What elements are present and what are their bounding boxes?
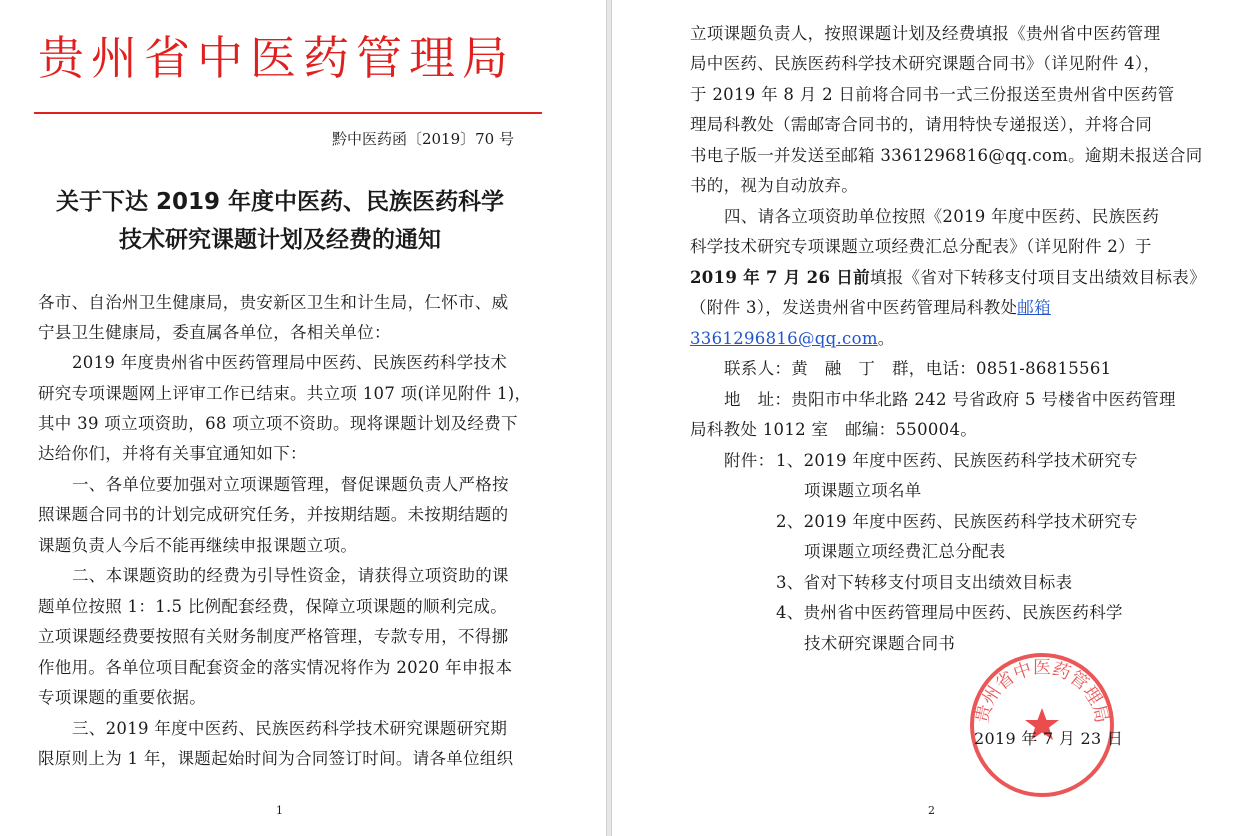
body-line: 四、请各立项资助单位按照《2019 年度中医药、民族医药 bbox=[724, 207, 1160, 226]
email-line bbox=[690, 325, 895, 349]
attachments-label: 附件： bbox=[724, 451, 775, 470]
deadline-date: 2019 年 7 月 26 日前 bbox=[690, 268, 870, 287]
address-line: 地 址：贵阳市中华北路 242 号省政府 5 号楼省中医药管理 bbox=[724, 390, 1176, 409]
masthead-divider bbox=[34, 112, 542, 114]
attachment-item: 项课题立项经费汇总分配表 bbox=[804, 542, 1006, 561]
body-line: 三、2019 年度中医药、民族医药科学技术研究课题研究期 bbox=[72, 719, 508, 738]
email-link[interactable]: 3361296816@qq.com bbox=[690, 329, 878, 348]
body-line: 达给你们，并将有关事宜通知如下： bbox=[38, 444, 307, 463]
page-number: 2 bbox=[928, 804, 935, 817]
notice-title-line2: 技术研究课题计划及经费的通知 bbox=[119, 227, 441, 253]
body-line: 题单位按照 1：1.5 比例配套经费，保障立项课题的顺利完成。 bbox=[38, 597, 508, 616]
body-line: 科学技术研究专项课题立项经费汇总分配表》（详见附件 2）于 bbox=[690, 237, 1152, 256]
seal-text: 贵州省中医药管理局 bbox=[971, 657, 1113, 726]
body-line: 书电子版一并发送至邮箱 3361296816@qq.com。逾期未报送合同 bbox=[690, 146, 1203, 165]
official-seal-icon bbox=[967, 650, 1117, 800]
body-line: 2019 年度贵州省中医药管理局中医药、民族医药科学技术 bbox=[72, 353, 508, 372]
attachment-item: 3、省对下转移支付项目支出绩效目标表 bbox=[776, 573, 1073, 592]
masthead-title: 贵州省中医药管理局 bbox=[38, 31, 515, 85]
notice-title-line1: 关于下达 2019 年度中医药、民族医药科学 bbox=[55, 189, 505, 215]
body-line: 专项课题的重要依据。 bbox=[38, 688, 206, 707]
body-text: （附件 3），发送贵州省中医药管理局科教处 bbox=[690, 298, 1018, 317]
email-end: 。 bbox=[877, 329, 895, 348]
body-line: 作他用。各单位项目配套资金的落实情况将作为 2020 年申报本 bbox=[38, 658, 513, 677]
body-line: 二、本课题资助的经费为引导性资金，请获得立项资助的课 bbox=[72, 566, 509, 585]
body-line: 于 2019 年 8 月 2 日前将合同书一式三份报送至贵州省中医药管 bbox=[690, 85, 1175, 104]
body-line: 立项课题经费要按照有关财务制度严格管理，专款专用，不得挪 bbox=[38, 627, 509, 646]
body-line: 宁县卫生健康局，委直属各单位，各相关单位： bbox=[38, 323, 391, 342]
body-line: 研究专项课题网上评审工作已结束。共立项 107 项(详见附件 1)， bbox=[38, 384, 532, 403]
body-line bbox=[690, 294, 1051, 318]
page-number: 1 bbox=[276, 804, 283, 817]
document-page-1 bbox=[0, 0, 606, 836]
document-number: 黔中医药函〔2019〕70 号 bbox=[331, 130, 514, 148]
body-line: 书的，视为自动放弃。 bbox=[690, 176, 858, 195]
attachment-item: 4、贵州省中医药管理局中医药、民族医药科学 bbox=[776, 603, 1123, 622]
email-label-link[interactable]: 邮箱 bbox=[1017, 298, 1051, 317]
document-page-2 bbox=[612, 0, 1250, 836]
body-line: 课题负责人今后不能再继续申报课题立项。 bbox=[38, 536, 358, 555]
body-line: 理局科教处（需邮寄合同书的，请用特快专递报送），并将合同 bbox=[690, 115, 1153, 134]
body-line: 其中 39 项立项资助，68 项立项不资助。现将课题计划及经费下 bbox=[38, 414, 518, 433]
attachment-item: 2、2019 年度中医药、民族医药科学技术研究专 bbox=[776, 512, 1138, 531]
address-line: 局科教处 1012 室 邮编：550004。 bbox=[690, 420, 978, 439]
body-line: 一、各单位要加强对立项课题管理，督促课题负责人严格按 bbox=[72, 475, 509, 494]
body-line: 照课题合同书的计划完成研究任务，并按期结题。未按期结题的 bbox=[38, 505, 509, 524]
body-line: 立项课题负责人，按照课题计划及经费填报《贵州省中医药管理 bbox=[690, 24, 1161, 43]
body-line: 各市、自治州卫生健康局，贵安新区卫生和计生局，仁怀市、威 bbox=[38, 293, 509, 312]
contact-line: 联系人：黄 融 丁 群，电话：0851-86815561 bbox=[724, 359, 1112, 378]
body-line: 限原则上为 1 年，课题起始时间为合同签订时间。请各单位组织 bbox=[38, 749, 514, 768]
attachment-item: 技术研究课题合同书 bbox=[804, 634, 956, 653]
attachment-item: 项课题立项名单 bbox=[804, 481, 922, 500]
attachment-item: 1、2019 年度中医药、民族医药科学技术研究专 bbox=[776, 451, 1138, 470]
issue-date: 2019 年 7 月 23 日 bbox=[974, 729, 1124, 748]
body-line: 局中医药、民族医药科学技术研究课题合同书》（详见附件 4）， bbox=[690, 54, 1161, 73]
deadline-line bbox=[690, 264, 1206, 288]
deadline-text: 填报《省对下转移支付项目支出绩效目标表》 bbox=[869, 268, 1206, 287]
